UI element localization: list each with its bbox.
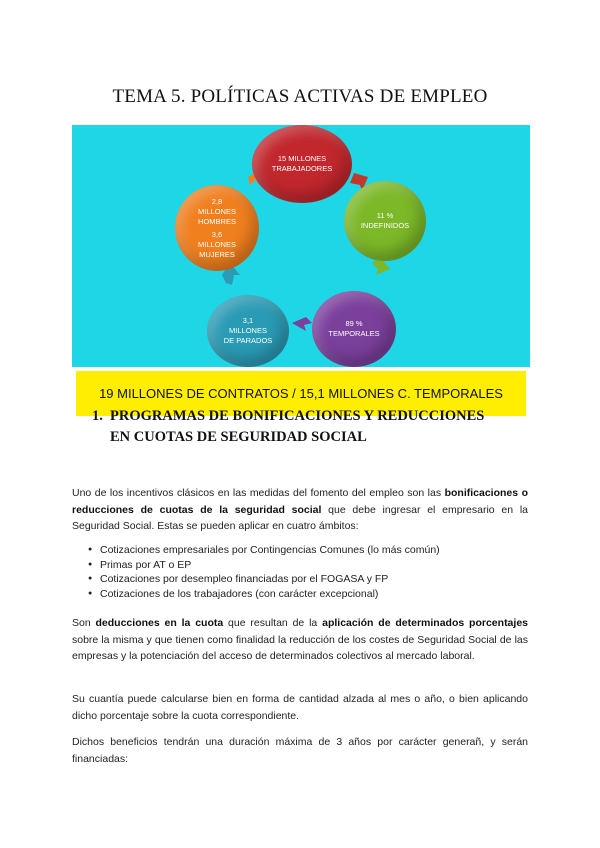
node-indefinidos: 11 % INDEFINIDOS bbox=[344, 181, 426, 261]
arrow-icon bbox=[292, 317, 312, 331]
node-trabajadores: 15 MILLONES TRABAJADORES bbox=[252, 125, 352, 203]
list-item: ● Cotizaciones por desempleo financiadas por el FOGASA y FP bbox=[72, 572, 528, 587]
node-parados: 3,1 MILLONES DE PARADOS bbox=[207, 295, 289, 367]
list-item: ● Cotizaciones empresariales por Contingencias Comunes (lo más común) bbox=[72, 543, 528, 558]
paragraph-duracion: Dichos beneficios tendrán una duración máxima de 3 años por carácter generañ, y serán financiadas: bbox=[72, 736, 528, 765]
section-number: 1. bbox=[92, 408, 103, 424]
paragraph-cuantia: Su cuantía puede calcularse bien en forma de cantidad alzada al mes o año, o bien aplicando dicho porcentaje sobre la cuota correspondiente. bbox=[72, 693, 528, 722]
contracts-banner: 19 MILLONES DE CONTRATOS / 15,1 MILLONES C. TEMPORALES bbox=[76, 371, 526, 416]
cycle-diagram bbox=[72, 125, 530, 367]
list-item: ● Primas por AT o EP bbox=[72, 558, 528, 573]
paragraph-deducciones: Son deducciones en la cuota que resultan de la aplicación de determinados porcentajes sobre la misma y que tienen como finalidad la reducción de los costes de Seguridad Social de las empresas y la potenciación del acceso de determinados colectivos al mercado laboral. bbox=[72, 617, 528, 662]
scope-list bbox=[72, 543, 528, 601]
page-title: TEMA 5. POLÍTICAS ACTIVAS DE EMPLEO bbox=[112, 86, 488, 107]
list-item: ● Cotizaciones de los trabajadores (con carácter excepcional) bbox=[72, 587, 528, 602]
node-hombres-mujeres: 2,8 MILLONES HOMBRES 3,6 MILLONES MUJERES bbox=[175, 185, 259, 271]
node-temporales: 89 % TEMPORALES bbox=[312, 291, 396, 367]
paragraph-intro: Uno de los incentivos clásicos en las medidas del fomento del empleo son las bonificaciones o reducciones de cuotas de la seguridad social que debe ingresar el empresario en la Seguridad Social. Estas se pueden aplicar en cuatro ámbitos: bbox=[72, 487, 528, 532]
section-title: PROGRAMAS DE BONIFICACIONES Y REDUCCIONES EN CUOTAS DE SEGURIDAD SOCIAL bbox=[110, 408, 485, 445]
